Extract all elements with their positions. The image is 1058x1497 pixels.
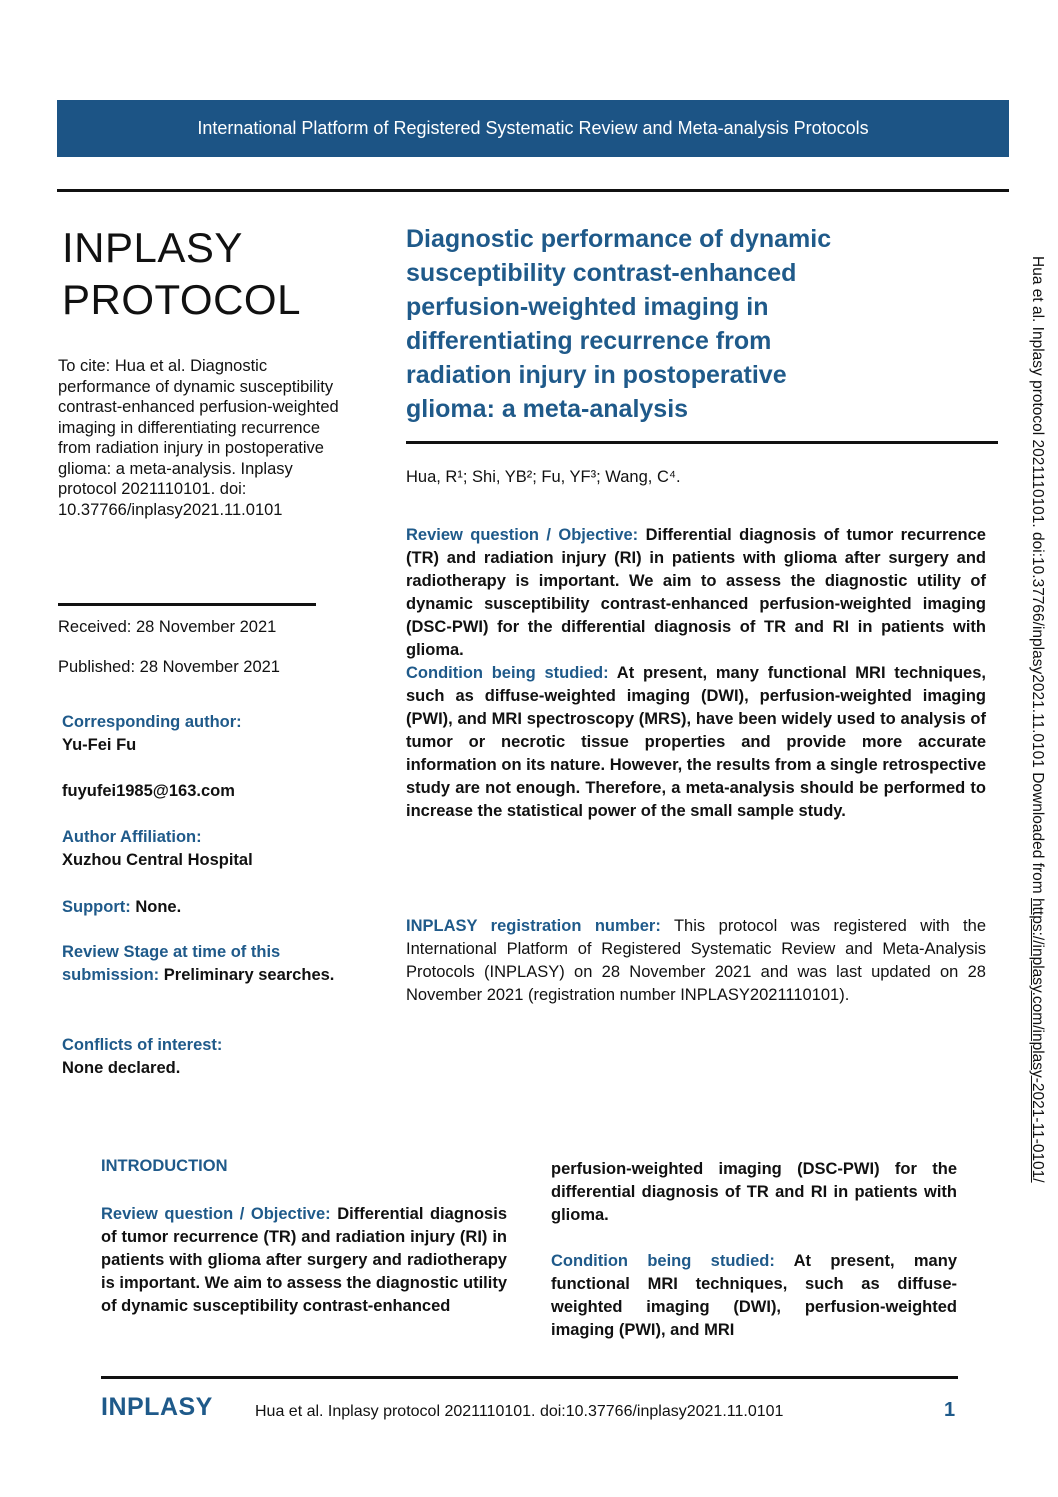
corresponding-author-name: Yu-Fei Fu — [62, 736, 137, 754]
intro-condition-label: Condition being studied: — [551, 1252, 775, 1270]
intro-left-column — [101, 1203, 507, 1318]
conflicts-label: Conflicts of interest: — [62, 1036, 223, 1054]
email-block — [62, 780, 362, 803]
corresponding-author-label: Corresponding author: — [62, 713, 242, 731]
introduction-heading: INTRODUCTION — [101, 1157, 228, 1175]
corresponding-author-block — [62, 711, 362, 757]
conflicts-value: None declared. — [62, 1059, 181, 1077]
banner-text: International Platform of Registered Systematic Review and Meta-analysis Protocols — [197, 118, 869, 138]
paper-title — [406, 222, 966, 426]
protocol-heading-line2: PROTOCOL — [62, 276, 301, 323]
paper-title-line4: differentiating recurrence from — [406, 327, 772, 355]
paper-title-line1: Diagnostic performance of dynamic — [406, 225, 832, 253]
registration-label: INPLASY registration number: — [406, 917, 661, 935]
protocol-heading-line1: INPLASY — [62, 224, 243, 271]
abstract-condition-text: At present, many functional MRI techniques, such as diffuse-weighted imaging (DWI), perfusion-weighted imaging (PWI), and MRI spectroscopy (MRS), have been widely used to analysis of tumor or necrotic tissue properties and provide more accurate information on its nature. However, the results from a single retrospective study are not enough. Therefore, a meta-analysis should be performed to increase the statistical power of the small sample study. — [406, 664, 986, 820]
intro-objective-text: Differential diagnosis of tumor recurrence (TR) and radiation injury (RI) in patients with glioma after surgery and radiotherapy is important. We aim to assess the diagnostic utility of dynamic susceptibility contrast-enhanced — [101, 1205, 507, 1315]
abstract-objective-label: Review question / Objective: — [406, 526, 639, 544]
paper-title-line5: radiation injury in postoperative — [406, 361, 787, 389]
author-email[interactable]: fuyufei1985@163.com — [62, 782, 235, 800]
intro-condition-text: At present, many functional MRI techniques, such as diffuse-weighted imaging (DWI), perfusion-weighted imaging (PWI), and MRI — [551, 1252, 957, 1339]
footer-citation: Hua et al. Inplasy protocol 2021110101. doi:10.37766/inplasy2021.11.0101 — [255, 1403, 784, 1420]
review-stage-value: Preliminary searches. — [159, 966, 335, 984]
abstract-condition-label: Condition being studied: — [406, 664, 609, 682]
platform-banner — [57, 100, 1009, 157]
intro-objective-label: Review question / Objective: — [101, 1205, 331, 1223]
download-side-note — [1028, 256, 1046, 1406]
received-date: Received: 28 November 2021 — [58, 618, 277, 636]
intro-objective-continued: perfusion-weighted imaging (DSC-PWI) for the differential diagnosis of TR and RI in patients with glioma. — [551, 1160, 957, 1224]
published-date: Published: 28 November 2021 — [58, 658, 280, 676]
abstract-objective-text: Differential diagnosis of tumor recurrence (TR) and radiation injury (RI) in patients with glioma after surgery and radiotherapy is important. We aim to assess the diagnostic utility of dynamic susceptibility contrast-enhanced perfusion-weighted imaging (DSC-PWI) for the differential diagnosis of TR and RI in patients with glioma. — [406, 526, 986, 659]
abstract-block — [406, 524, 986, 823]
conflicts-block — [62, 1034, 362, 1080]
paper-title-line6: glioma: a meta-analysis — [406, 395, 689, 423]
affiliation-label: Author Affiliation: — [62, 828, 202, 846]
footer-divider — [101, 1376, 958, 1379]
intro-right-column — [551, 1158, 957, 1342]
side-note-link[interactable]: https://inplasy.com/inplasy-2021-11-0101/ — [1029, 898, 1046, 1183]
left-divider — [58, 603, 316, 606]
protocol-heading — [62, 222, 382, 326]
title-divider — [406, 441, 998, 444]
paper-title-line2: susceptibility contrast-enhanced — [406, 259, 797, 287]
support-value: None. — [130, 898, 182, 916]
affiliation-block — [62, 826, 362, 872]
registration-text: This protocol was registered with the International Platform of Registered Systematic Review and Meta-Analysis Protocols (INPLASY) on 28 November 2021 and was last updated on 28 November 2021 (registration number INPLASY2021110101). — [406, 917, 986, 1004]
affiliation-value: Xuzhou Central Hospital — [62, 851, 253, 869]
review-stage-block — [62, 941, 337, 987]
registration-block — [406, 915, 986, 1007]
footer-brand: INPLASY — [101, 1393, 213, 1421]
support-label: Support: — [62, 898, 131, 916]
top-divider — [57, 189, 1009, 192]
review-stage-label: Review Stage at time of this submission: — [62, 943, 281, 984]
support-block — [62, 896, 362, 919]
side-note-text: Hua et al. Inplasy protocol 2021110101. doi:10.37766/inplasy2021.11.0101 Downloaded from — [1029, 256, 1046, 898]
paper-title-line3: perfusion-weighted imaging in — [406, 293, 769, 321]
citation-text: To cite: Hua et al. Diagnostic performance of dynamic susceptibility contrast-enhanced perfusion-weighted imaging in differentiating recurrence from radiation injury in postoperative glioma: a meta-analysis. Inplasy protocol 2021110101. doi: 10.37766/inplasy2021.11.0101 — [58, 357, 339, 519]
page-number: 1 — [944, 1399, 956, 1421]
author-list: Hua, R¹; Shi, YB²; Fu, YF³; Wang, C⁴. — [406, 468, 681, 486]
